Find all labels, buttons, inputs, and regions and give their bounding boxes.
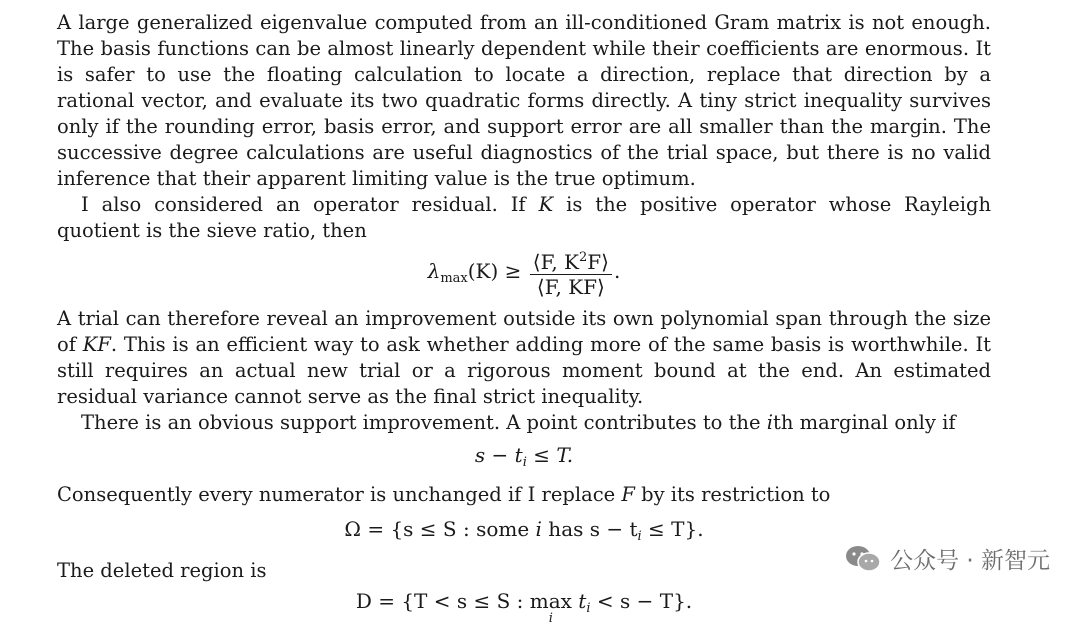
- paragraph-1: A large generalized eigenvalue computed from an ill-conditioned Gram matrix is not enough. The basis functions can be almost linearly dependent while their coefficients are enormous. It is safer to use the floating calculation to locate a direction, replace that direction by a rational vector, and evaluate its two quadratic forms directly. A tiny strict inequality survives only if the rounding error, basis error, and support error are all smaller than the margin. The successive degree calculations are useful diagnostics of the trial space, but there is no valid inference that their apparent limiting value is the true optimum.: [57, 11, 991, 190]
- equation-deleted-region: D = {T < s ≤ S : max i $t_i < s - T$}.: [355, 589, 693, 626]
- paper-body: [57, 10, 991, 624]
- fraction: $\frac{⟨F, K^2F⟩}{⟨F, KF⟩}$: [530, 246, 612, 299]
- equation-support: $s - t_i \le T$.: [474, 443, 574, 470]
- paragraph-5: Consequently every numerator is unchanged if I replace F by its restriction to: [57, 483, 831, 506]
- math-K: K: [538, 193, 554, 216]
- paragraph-3: A trial can therefore reveal an improvement outside its own polynomial span through the size of KF. This is an efficient way to ask whether adding more of the same basis is worthwhile. It still requires an actual new trial or a rigorous moment bound at the end. An estimated residual variance cannot serve as the final strict inequality.: [57, 307, 991, 408]
- paragraph-2: I also considered an operator residual. If K is the positive operator whose Rayleigh quotient is the sieve ratio, then: [57, 193, 992, 242]
- watermark: [844, 542, 1050, 575]
- wechat-icon: [844, 544, 882, 574]
- equation-lambda-max: $\lambda_{max}(K)$ ≥ $\frac{⟨F, K^2F⟩}{⟨F, KF⟩}$ .: [57, 246, 991, 304]
- paragraph-6: The deleted region is: [57, 559, 267, 582]
- watermark-text: 公众号 · 新智元: [890, 548, 1050, 574]
- paragraph-4: There is an obvious support improvement. A point contributes to the ith marginal only if: [81, 411, 956, 434]
- equation-omega: Ω = {s ≤ S : some i has $s - t_i \le T$}.: [344, 517, 704, 544]
